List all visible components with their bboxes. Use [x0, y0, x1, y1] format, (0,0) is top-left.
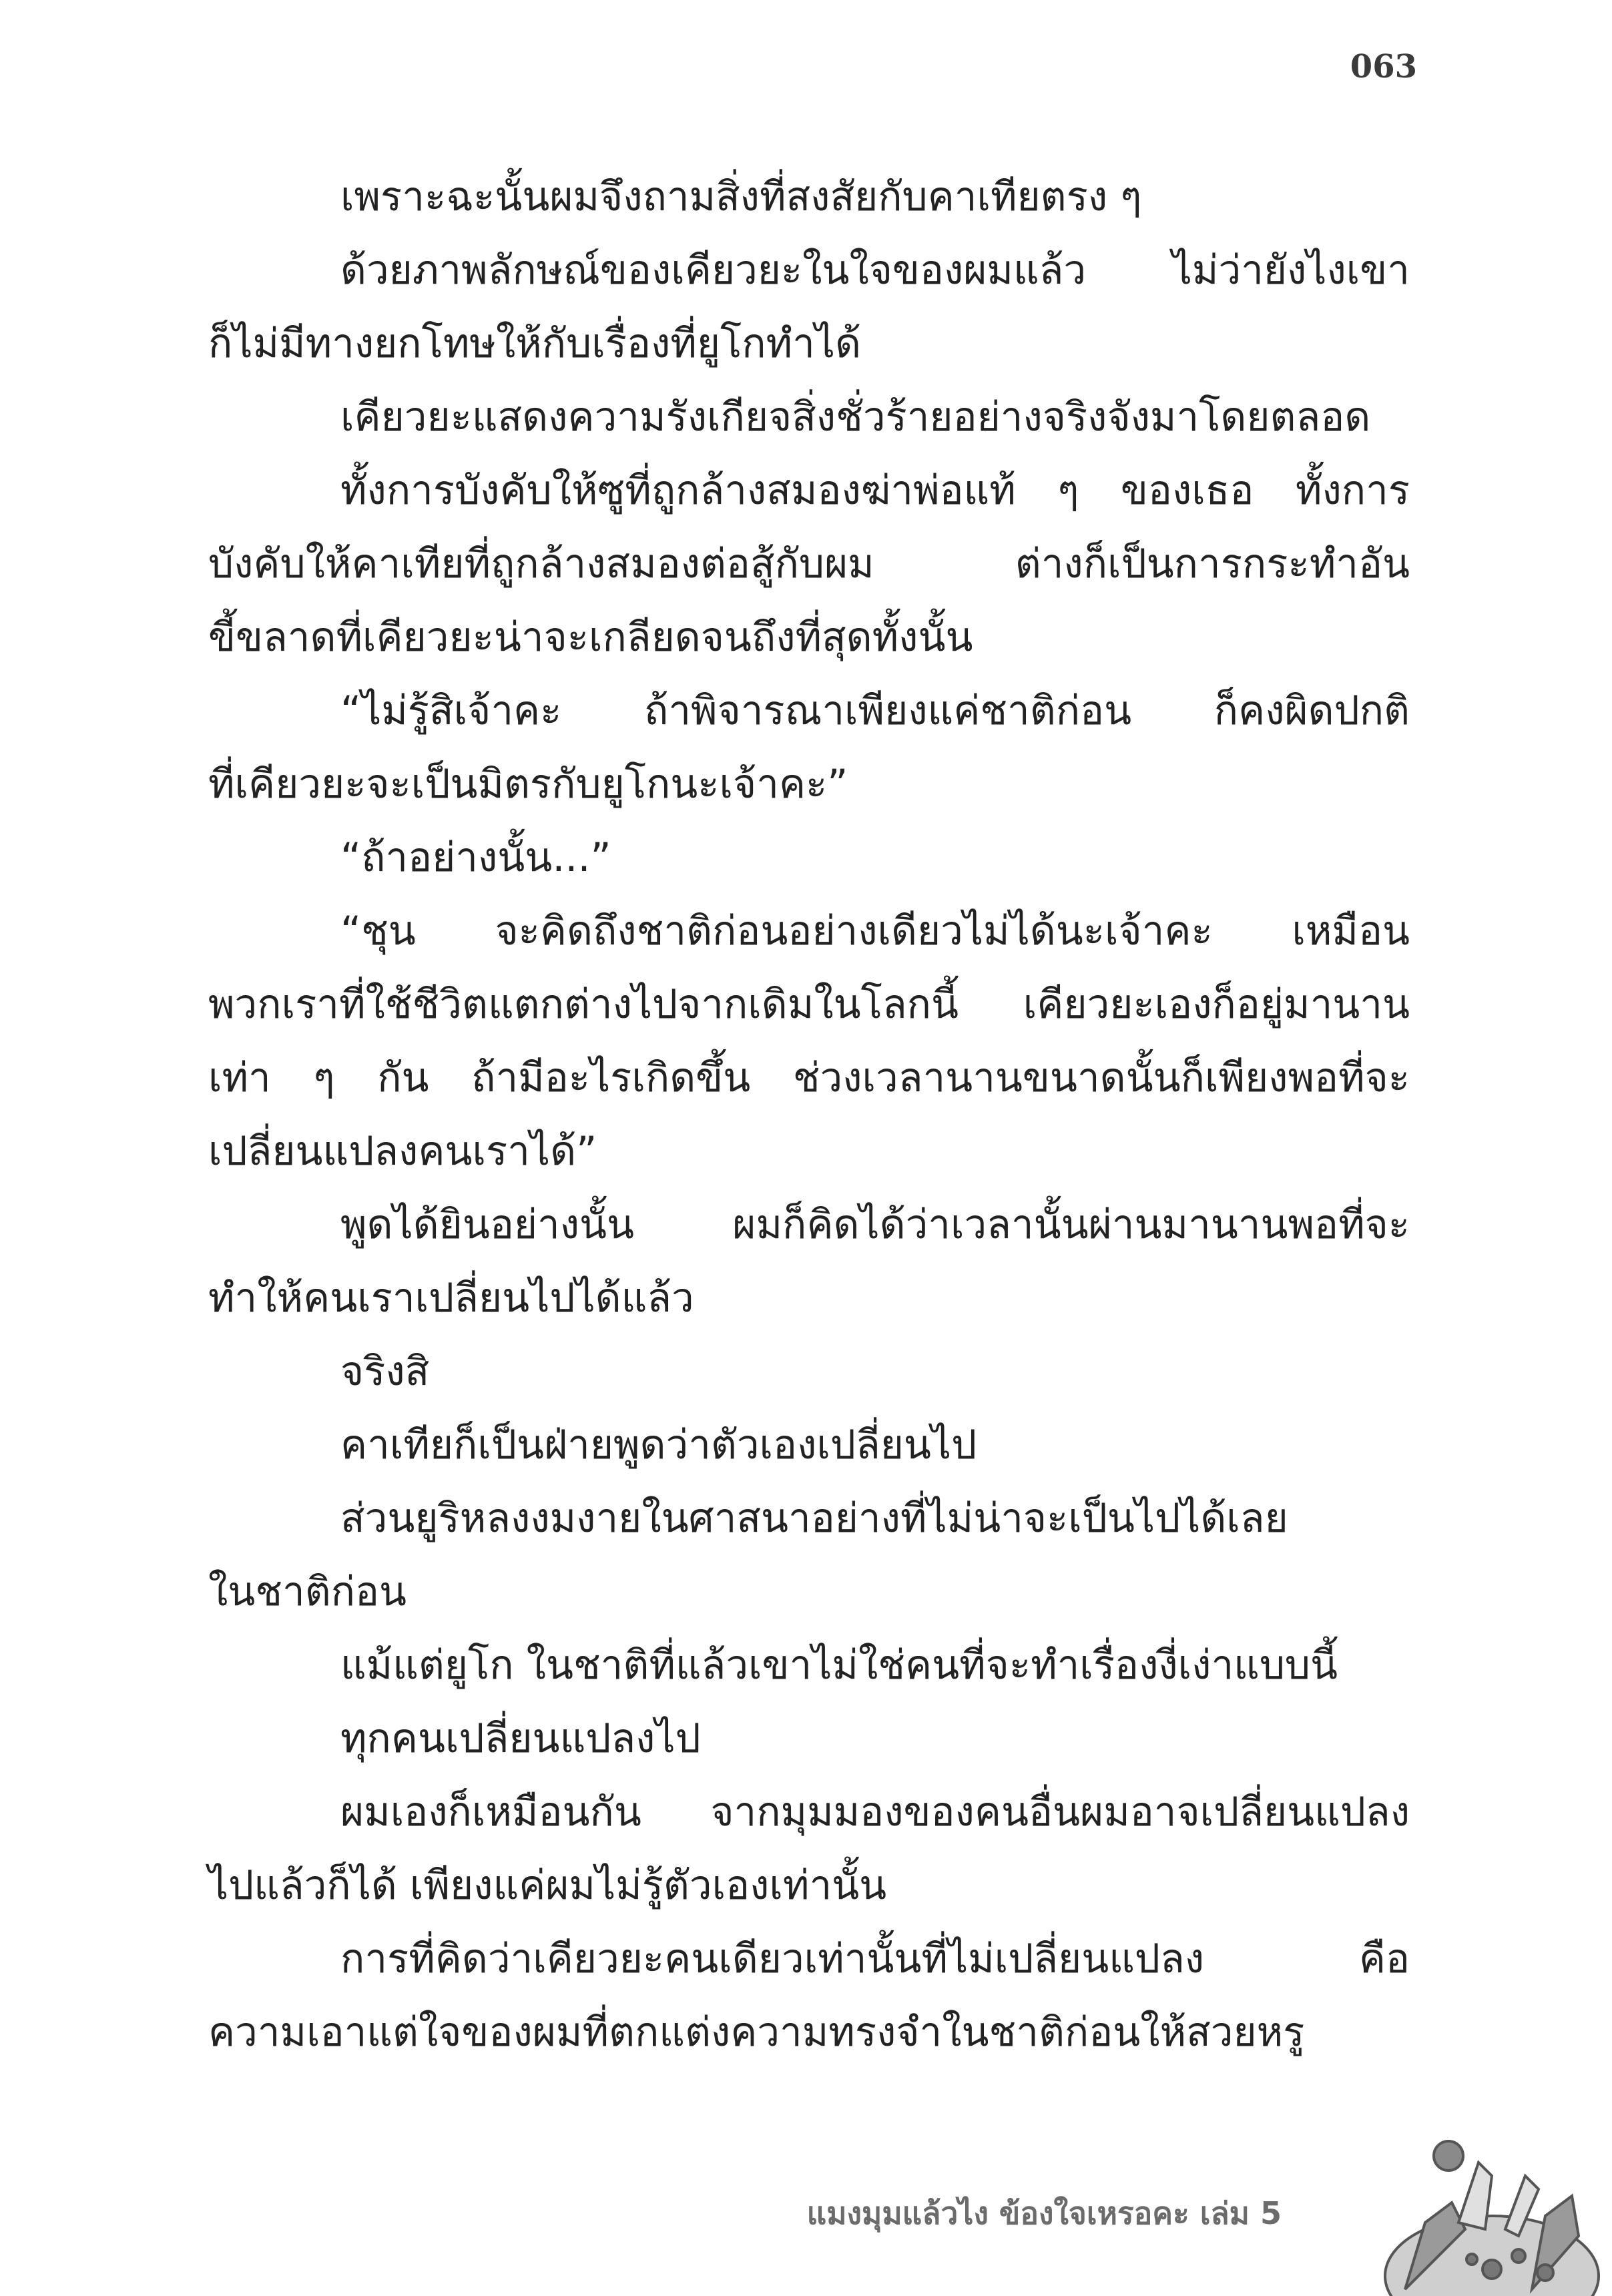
text-line: พวกเราที่ใช้ชีวิตแตกต่างไปจากเดิมในโลกนี้ เคียวยะเองก็อยู่มานาน	[208, 981, 1410, 1028]
text-line: แม้แต่ยูโก ในชาติที่แล้วเขาไม่ใช่คนที่จะทำเรื่องงี่เง่าแบบนี้	[340, 1642, 1338, 1689]
text-line: ส่วนยูริหลงงมงายในศาสนาอย่างที่ไม่น่าจะเป็นไปได้เลย	[340, 1495, 1288, 1542]
text-line: “ถ้าอย่างนั้น...”	[340, 834, 611, 881]
text-line: คาเทียก็เป็นฝ่ายพูดว่าตัวเองเปลี่ยนไป	[340, 1422, 977, 1468]
text-line: ที่เคียวยะจะเป็นมิตรกับยูโกนะเจ้าคะ”	[208, 761, 848, 808]
text-line: ขี้ขลาดที่เคียวยะน่าจะเกลียดจนถึงที่สุดทั้งนั้น	[208, 614, 973, 661]
text-line: ทั้งการบังคับให้ซูที่ถูกล้างสมองฆ่าพ่อแท้ ๆ ของเธอ ทั้งการ	[340, 467, 1410, 514]
text-line: ก็ไม่มีทางยกโทษให้กับเรื่องที่ยูโกทำได้	[208, 320, 861, 367]
text-line: ความเอาแต่ใจของผมที่ตกแต่งความทรงจำในชาติก่อนให้สวยหรู	[208, 2009, 1305, 2056]
body-text	[208, 160, 1410, 2069]
text-line: ทำให้คนเราเปลี่ยนไปได้แล้ว	[208, 1275, 694, 1322]
text-line: ทุกคนเปลี่ยนแปลงไป	[340, 1715, 701, 1762]
text-line: “ชุน จะคิดถึงชาติก่อนอย่างเดียวไม่ได้นะเจ้าคะ เหมือน	[340, 908, 1410, 954]
text-line: ด้วยภาพลักษณ์ของเคียวยะในใจของผมแล้ว ไม่ว่ายังไงเขา	[340, 247, 1410, 294]
text-line: เปลี่ยนแปลงคนเราได้”	[208, 1128, 597, 1175]
text-line: เคียวยะแสดงความรังเกียจสิ่งชั่วร้ายอย่างจริงจังมาโดยตลอด	[340, 394, 1371, 441]
text-line: เท่า ๆ กัน ถ้ามีอะไรเกิดขึ้น ช่วงเวลานานขนาดนั้นก็เพียงพอที่จะ	[208, 1055, 1410, 1101]
text-line: การที่คิดว่าเคียวยะคนเดียวเท่านั้นที่ไม่เปลี่ยนแปลง คือ	[340, 1936, 1410, 1982]
text-line: ในชาติก่อน	[208, 1568, 407, 1615]
text-line: “ไม่รู้สิเจ้าคะ ถ้าพิจารณาเพียงแค่ชาติก่อน ก็คงผิดปกติ	[340, 687, 1410, 734]
text-line: จริงสิ	[340, 1348, 430, 1395]
text-line: เพราะฉะนั้นผมจึงถามสิ่งที่สงสัยกับคาเทียตรง ๆ	[340, 174, 1142, 220]
text-line: ผมเองก็เหมือนกัน จากมุมมองของคนอื่นผมอาจเปลี่ยนแปลง	[340, 1789, 1410, 1835]
footer-book-title: แมงมุมแล้วไง ข้องใจเหรอคะ เล่ม 5	[806, 2195, 1282, 2231]
page-number: 063	[1350, 48, 1417, 85]
text-line: บังคับให้คาเทียที่ถูกล้างสมองต่อสู้กับผม ต่างก็เป็นการกระทำอัน	[208, 541, 1410, 587]
spider-mascot-icon	[1292, 2122, 1612, 2296]
text-line: พูดได้ยินอย่างนั้น ผมก็คิดได้ว่าเวลานั้นผ่านมานานพอที่จะ	[340, 1201, 1410, 1248]
text-line: ไปแล้วก็ได้ เพียงแค่ผมไม่รู้ตัวเองเท่านั้น	[208, 1862, 887, 1909]
